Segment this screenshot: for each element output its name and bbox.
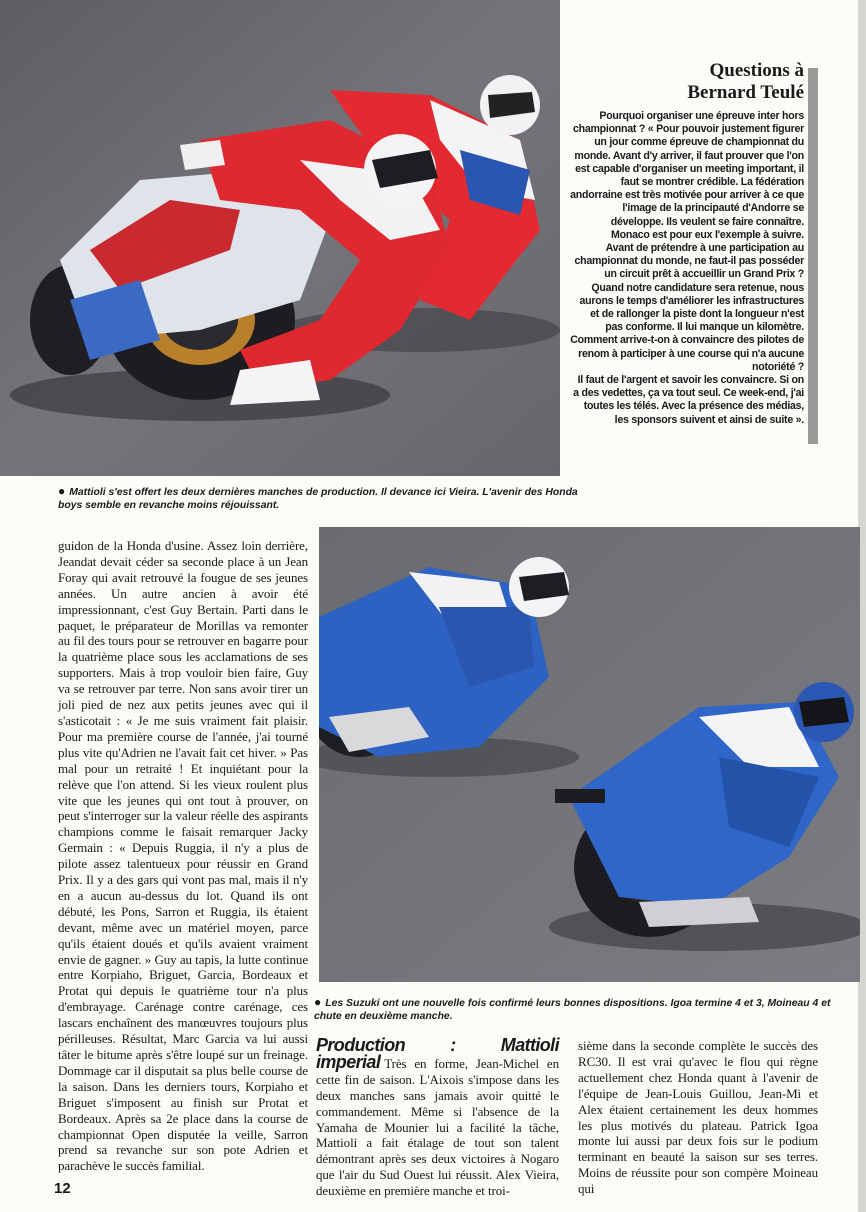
interview-sidebar [570,60,804,427]
article-right-column: sième dans la seconde complète le succès des RC30. Il est vrai qu'avec le flou qui règne actuellement chez Honda quant à l'avenir de l'équipe de Jean-Louis Guillou, Jean-Mi et Alex étaient certainement les deux hommes les plus motivés du plateau. Patrick Igoa monte lui aussi par deux fois sur le podium terminant en beauté la saison sur ses terres. Moins de réussite pour son compère Moineau qui [578,1038,818,1197]
photo-caption-mid [314,996,844,1023]
section-headline: Production : Mattioli imperial [316,1035,559,1072]
interview-title-line: Questions à [709,60,804,81]
interview-body [570,110,804,427]
interview-paragraph: Comment arrive-t-on à convaincre des pilotes de renom à participer à une course qui n'a aucune notoriété ? [570,334,804,373]
photo-caption-top [58,485,578,512]
interview-paragraph: Il faut de l'argent et savoir les convaincre. Si on a des vedettes, ça va tout seul. Ce week-end, j'ai toutes les télés. Avec la présence des médias, les sponsors suivent et ainsi de suite ». [573,374,804,426]
interview-title-line: Bernard Teulé [687,82,804,103]
photo-suzuki-riders [319,527,860,982]
page-number: 12 [54,1180,71,1197]
interview-paragraph: Pourquoi organiser une épreuve inter hors championnat ? « Pour pouvoir justement figurer un jour comme épreuve de championnat du monde. Avant d'y arriver, il faut prouver que l'on est capable d'organiser un meeting important, il faut se montrer crédible. La fédération andorraine est très motivée pour arriver à ce que l'image de la principauté d'Andorre se développe. Ils veulent se faire connaître. Monaco est pour eux l'exemple à suivre. [570,110,804,241]
caption-text: Les Suzuki ont une nouvelle fois confirmé leurs bonnes dispositions. Igoa termine 4 et 3, Moineau 4 et chute en deuxième manche. [314,998,831,1022]
article-left-column: guidon de la Honda d'usine. Assez loin derrière, Jeandat devait céder sa seconde place à un Jean Foray qui avait retrouvé la fougue de ses jeunes années. Un autre ancien à avoir été impressionnant, c'est Guy Bertain. Parti dans le paquet, le préparateur de Morillas va remonter au fil des tours pour se retrouver en bagarre pour la quatrième place sous les acclamations de ses supporters. Mais à trop vouloir bien faire, Guy va se retrouver par terre. Non sans avoir tirer un joli pied de nez aux petits jeunes avec qui il s'asticotait : « Je me suis vraiment fait plaisir. Pour ma première course de l'année, j'ai tourné plus vite qu'Adrien ne l'avait fait cet hiver. » Pas mal pour un retraité ! Et inquiétant pour la relève que l'on attend. Si les vieux roulent plus vite que les jeunes qui ont tout à prouver, on peut s'interroger sur la valeur réelle des aspirants champions comme le faisait remarquer Jacky Germain : « Depuis Ruggia, il n'y a plus de pilote assez talentueux pour réussir en Grand Prix. Il y a des gars qui vont pas mal, mais il n'y en a aucun au-dessus du lot. Quand ils ont débuté, les Pons, Sarron et Ruggia, ils étaient devant, même avec un matériel moyen, parce qu'ils étaient doués et qu'ils avaient vraiment envie de gagner. » Guy au tapis, la lutte continue entre Korpiaho, Briguet, Garcia, Bordeaux et Protat qui depuis le quatrième tour n'a plus d'embrayage. Carénage contre carénage, ces lascars enchaînent des manœuvres toujours plus périlleuses. Résultat, Marc Garcia va lui aussi tâter le bitume après s'être loupé sur un freinage. Dommage car il disputait sa plus belle course de la saison. Dans les derniers tours, Korpiaho et Briguet s'imposent au finish sur Protat et Bordeaux. Après sa 2e place dans la course de championnat Open disputée la veille, Sarron prend sa revanche sur son pote Adrien et parachève le succès familial. [58,538,308,1174]
interview-title [570,60,804,104]
interview-paragraph: Quand notre candidature sera retenue, nous aurons le temps d'améliorer les infrastructures et de rallonger la piste dont la longueur n'est pas conforme. Il lui manque un kilomètre. [579,281,804,334]
article-text: Très en forme, Jean-Michel en cette fin de saison. L'Aixois s'impose dans les deux manches sans jamais avoir quitté le commandement. Même si l'absence de la Yamaha de Mounier lui a facilité la tâche, Mattioli a fait étalage de tout son talent démontrant après ses deux victoires à Nogaro que l'air du Sud Ouest lui réussit. Alex Vieira, deuxième en première manche et troi- [316,1055,559,1199]
sidebar-accent-bar [808,68,818,444]
bullet-icon: ● [314,995,322,1009]
article-middle-column [316,1035,559,1199]
bullet-icon: ● [58,484,66,498]
interview-paragraph: Avant de prétendre à une participation au championnat du monde, ne faut-il pas posséder un circuit prêt à accueillir un Grand Prix ? [574,242,804,281]
photo-honda-riders [0,0,560,476]
caption-text: Mattioli s'est offert les deux dernières manches de production. Il devance ici Vieira. L'avenir des Honda boys semble en revanche moins réjouissant. [58,487,578,511]
